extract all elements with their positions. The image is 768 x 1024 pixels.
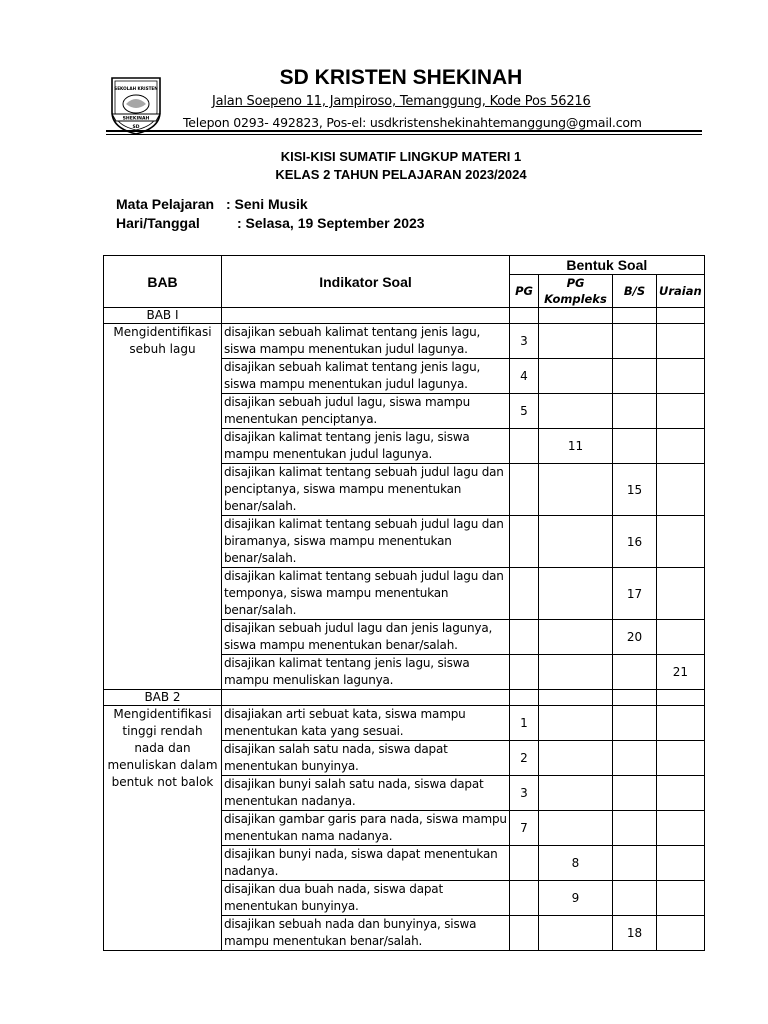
indikator-cell: disajikan kalimat tentang sebuah judul lagu dan temponya, siswa mampu menentukan benar/salah. (222, 568, 510, 620)
indikator-cell: disajikan gambar garis para nada, siswa mampu menentukan nama nadanya. (222, 811, 510, 846)
bs-cell (613, 881, 657, 916)
indikator-cell: disajikan sebuah kalimat tentang jenis lagu, siswa mampu menentukan judul lagunya. (222, 359, 510, 394)
pg-cell: 1 (510, 706, 539, 741)
header-uraian: Uraian (657, 275, 705, 308)
indikator-cell: disajiakan arti sebuat kata, siswa mampu menentukan kata yang sesuai. (222, 706, 510, 741)
bs-cell: 16 (613, 516, 657, 568)
pg-cell: 4 (510, 359, 539, 394)
uraian-cell: 21 (657, 655, 705, 690)
bab-header-row (104, 690, 705, 706)
document-title-line1: KISI-KISI SUMATIF LINGKUP MATERI 1 (280, 149, 522, 164)
pg-kompleks-cell (539, 811, 613, 846)
indikator-cell: disajikan sebuah nada dan bunyinya, siswa mampu menentukan benar/salah. (222, 916, 510, 951)
pg-cell (510, 568, 539, 620)
pg-cell (510, 516, 539, 568)
pg-kompleks-cell (539, 464, 613, 516)
pg-cell: 2 (510, 741, 539, 776)
empty-cell (510, 308, 539, 324)
subject-row (116, 196, 308, 212)
empty-cell (657, 690, 705, 706)
indikator-cell: disajikan bunyi salah satu nada, siswa dapat menentukan nadanya. (222, 776, 510, 811)
pg-cell (510, 655, 539, 690)
indikator-cell: disajikan kalimat tentang jenis lagu, siswa mampu menentukan judul lagunya. (222, 429, 510, 464)
uraian-cell (657, 568, 705, 620)
bs-cell (613, 394, 657, 429)
uraian-cell (657, 464, 705, 516)
pg-kompleks-cell (539, 655, 613, 690)
empty-cell (222, 308, 510, 324)
date-row (116, 215, 425, 231)
header-bab: BAB (104, 256, 222, 308)
pg-kompleks-cell (539, 776, 613, 811)
pg-cell: 3 (510, 324, 539, 359)
school-address: Jalan Soepeno 11, Jampiroso, Temanggung, Kode Pos 56216 (212, 94, 591, 109)
pg-cell (510, 846, 539, 881)
school-name: SD KRISTEN SHEKINAH (279, 66, 523, 89)
subject-label: Mata Pelajaran (116, 196, 215, 212)
uraian-cell (657, 846, 705, 881)
indikator-cell: disajikan kalimat tentang jenis lagu, siswa mampu menuliskan lagunya. (222, 655, 510, 690)
pg-kompleks-cell (539, 394, 613, 429)
bs-cell (613, 811, 657, 846)
pg-kompleks-cell: 9 (539, 881, 613, 916)
indikator-cell: disajikan bunyi nada, siswa dapat menentukan nadanya. (222, 846, 510, 881)
table-body (104, 308, 705, 951)
pg-kompleks-cell (539, 359, 613, 394)
pg-kompleks-cell: 11 (539, 429, 613, 464)
indikator-cell: disajikan kalimat tentang sebuah judul lagu dan biramanya, siswa mampu menentukan benar/salah. (222, 516, 510, 568)
uraian-cell (657, 359, 705, 394)
uraian-cell (657, 516, 705, 568)
uraian-cell (657, 620, 705, 655)
header-bs: B/S (613, 275, 657, 308)
uraian-cell (657, 324, 705, 359)
header-bentuk-soal: Bentuk Soal (510, 256, 705, 275)
pg-cell: 7 (510, 811, 539, 846)
empty-cell (657, 308, 705, 324)
pg-kompleks-cell (539, 568, 613, 620)
kompetensi-cell: Mengidentifikasi sebuh lagu (104, 324, 222, 690)
empty-cell (539, 308, 613, 324)
bab-header-row (104, 308, 705, 324)
uraian-cell (657, 881, 705, 916)
date-label: Hari/Tanggal (116, 215, 200, 231)
school-contact: Telepon 0293- 492823, Pos-el: usdkristenshekinahtemanggung@gmail.com (183, 115, 642, 130)
empty-cell (613, 308, 657, 324)
indikator-cell: disajikan sebuah judul lagu dan jenis lagunya, siswa mampu menentukan benar/salah. (222, 620, 510, 655)
pg-cell: 5 (510, 394, 539, 429)
header-pg-kompleks: PG Kompleks (539, 275, 613, 308)
pg-kompleks-cell (539, 706, 613, 741)
uraian-cell (657, 741, 705, 776)
pg-kompleks-cell (539, 916, 613, 951)
pg-cell (510, 429, 539, 464)
bs-cell (613, 429, 657, 464)
pg-cell (510, 881, 539, 916)
bs-cell (613, 359, 657, 394)
indikator-cell: disajikan kalimat tentang sebuah judul lagu dan penciptanya, siswa mampu menentukan benar/salah. (222, 464, 510, 516)
pg-cell (510, 916, 539, 951)
bs-cell: 18 (613, 916, 657, 951)
uraian-cell (657, 776, 705, 811)
bab-label: BAB 2 (104, 690, 222, 706)
pg-kompleks-cell (539, 324, 613, 359)
indikator-cell: disajikan dua buah nada, siswa dapat menentukan bunyinya. (222, 881, 510, 916)
bs-cell (613, 741, 657, 776)
uraian-cell (657, 706, 705, 741)
bs-cell: 17 (613, 568, 657, 620)
empty-cell (613, 690, 657, 706)
kisi-kisi-table (103, 255, 705, 951)
bs-cell (613, 706, 657, 741)
pg-kompleks-cell (539, 741, 613, 776)
bs-cell (613, 776, 657, 811)
pg-kompleks-cell (539, 620, 613, 655)
bs-cell (613, 846, 657, 881)
table-row (104, 706, 705, 741)
uraian-cell (657, 394, 705, 429)
logo-banner-text: SHEKINAH (122, 116, 150, 122)
pg-cell (510, 464, 539, 516)
pg-cell (510, 620, 539, 655)
header-rule-thick (106, 130, 702, 132)
table-row (104, 324, 705, 359)
indikator-cell: disajikan sebuah kalimat tentang jenis lagu, siswa mampu menentukan judul lagunya. (222, 324, 510, 359)
bs-cell: 20 (613, 620, 657, 655)
bab-label: BAB I (104, 308, 222, 324)
header-indikator: Indikator Soal (222, 256, 510, 308)
logo-top-text: SEKOLAH KRISTEN (114, 86, 158, 91)
pg-cell: 3 (510, 776, 539, 811)
subject-value: : Seni Musik (226, 196, 308, 212)
pg-kompleks-cell: 8 (539, 846, 613, 881)
bs-cell (613, 655, 657, 690)
empty-cell (222, 690, 510, 706)
header-pg: PG (510, 275, 539, 308)
date-value: : Selasa, 19 September 2023 (237, 215, 425, 231)
bs-cell (613, 324, 657, 359)
document-title-line2: KELAS 2 TAHUN PELAJARAN 2023/2024 (275, 167, 527, 182)
indikator-cell: disajikan sebuah judul lagu, siswa mampu menentukan penciptanya. (222, 394, 510, 429)
uraian-cell (657, 916, 705, 951)
logo-bottom-text: SD (132, 125, 140, 130)
uraian-cell (657, 429, 705, 464)
indikator-cell: disajikan salah satu nada, siswa dapat menentukan bunyinya. (222, 741, 510, 776)
header-rule-thin (106, 134, 702, 135)
empty-cell (539, 690, 613, 706)
kompetensi-cell: Mengidentifikasi tinggi rendah nada dan menuliskan dalam bentuk not balok (104, 706, 222, 951)
empty-cell (510, 690, 539, 706)
uraian-cell (657, 811, 705, 846)
pg-kompleks-cell (539, 516, 613, 568)
bs-cell: 15 (613, 464, 657, 516)
